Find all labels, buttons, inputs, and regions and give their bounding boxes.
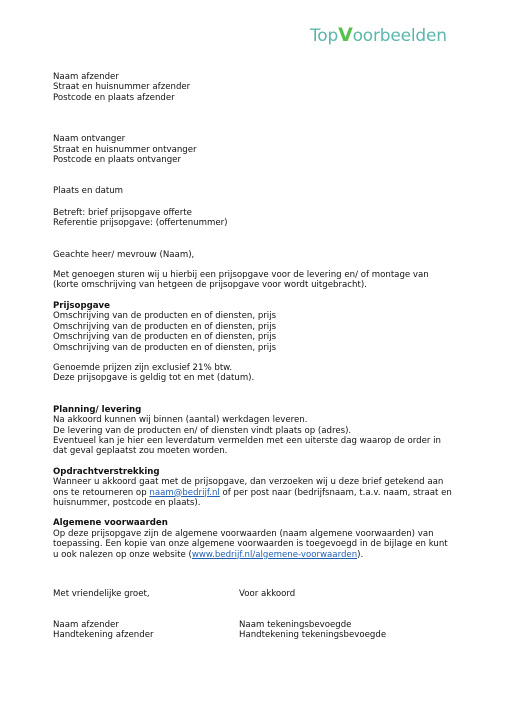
quote-item: Omschrijving van de producten en of diensten, prijs xyxy=(53,342,277,353)
conditions-text: Op deze prijsopgave zijn de algemene voorwaarden (naam algemene voorwaarden) van toepassing. Een kopie van onze algemene voorwaarden is toegevoegd in de bijlage en kunt u ook nalezen op onze website ( xyxy=(53,528,448,560)
conditions-paragraph xyxy=(53,529,453,560)
salutation: Geachte heer/ mevrouw (Naam), xyxy=(53,249,195,260)
order-text: Wanneer u akkoord gaat met de prijsopgave, dan verzoeken wij u deze brief getekend aan ons te retourneren op xyxy=(53,477,444,498)
quote-item: Omschrijving van de producten en of diensten, prijs xyxy=(53,311,277,322)
closing-greeting: Met vriendelijke groet, xyxy=(53,589,150,599)
subject-line: Betreft: brief prijsopgave offerte xyxy=(53,207,192,218)
closing-row xyxy=(53,589,453,599)
quote-heading: Prijsopgave xyxy=(53,300,110,311)
authorized-signature-block xyxy=(239,620,386,641)
logo-part-top: Top xyxy=(310,26,339,46)
vat-note: Genoemde prijzen zijn exclusief 21% btw. xyxy=(53,362,233,373)
subject-block xyxy=(53,208,453,229)
recipient-name: Naam ontvanger xyxy=(53,134,126,145)
planning-section xyxy=(53,405,453,457)
signature-row xyxy=(53,620,453,641)
reference-line: Referentie prijsopgave: (offertenummer) xyxy=(53,218,228,229)
recipient-postcode: Postcode en plaats ontvanger xyxy=(53,155,182,166)
recipient-street: Straat en huisnummer ontvanger xyxy=(53,144,197,155)
conditions-heading: Algemene voorwaarden xyxy=(53,518,168,529)
topvoorbeelden-logo xyxy=(310,24,447,46)
order-section xyxy=(53,467,453,509)
validity-note: Deze prijsopgave is geldig tot en met (datum). xyxy=(53,373,255,384)
signature-label: Handtekening afzender xyxy=(53,630,154,641)
place-date: Plaats en datum xyxy=(53,186,124,197)
signature-label: Handtekening tekeningsbevoegde xyxy=(239,630,387,641)
recipient-block xyxy=(53,134,453,165)
sender-postcode: Postcode en plaats afzender xyxy=(53,92,175,103)
signature-name: Naam afzender xyxy=(53,620,119,630)
letter-body xyxy=(53,72,453,560)
planning-line: Eventueel kan je hier een leverdatum vermelden met een uiterste dag waarop de order in dat geval geplaatst zou moeten worden. xyxy=(53,435,441,457)
signature-name: Naam tekeningsbevoegde xyxy=(239,620,352,630)
order-heading: Opdrachtverstrekking xyxy=(53,466,160,477)
planning-heading: Planning/ levering xyxy=(53,404,142,415)
quote-item: Omschrijving van de producten en of diensten, prijs xyxy=(53,332,277,343)
terms-block xyxy=(53,363,453,384)
closing-agreement: Voor akkoord xyxy=(239,589,296,599)
planning-line: Na akkoord kunnen wij binnen (aantal) werkdagen leveren. xyxy=(53,415,308,426)
order-text-end: of per post naar (bedrijfsnaam, t.a.v. naam, straat en huisnummer, postcode en plaats). xyxy=(53,487,452,508)
intro-paragraph: Met genoegen sturen wij u hierbij een prijsopgave voor de levering en/ of montage van (korte omschrijving van hetgeen de prijsopgave voor wordt uitgebracht). xyxy=(53,270,429,291)
sender-block xyxy=(53,72,453,103)
planning-line: De levering van de producten en/ of diensten vindt plaats op (adres). xyxy=(53,425,352,436)
conditions-section xyxy=(53,518,453,560)
conditions-text-end: ). xyxy=(357,549,364,560)
logo-part-v: V xyxy=(338,24,353,46)
email-link[interactable]: naam@bedrijf.nl xyxy=(149,487,220,498)
logo-part-oorbeelden: oorbeelden xyxy=(352,26,447,46)
order-paragraph xyxy=(53,477,453,508)
quote-section xyxy=(53,301,453,353)
sender-name: Naam afzender xyxy=(53,72,119,82)
quote-item: Omschrijving van de producten en of diensten, prijs xyxy=(53,321,277,332)
sender-street: Straat en huisnummer afzender xyxy=(53,82,191,93)
website-link[interactable]: www.bedrijf.nl/algemene-voorwaarden xyxy=(191,549,358,560)
